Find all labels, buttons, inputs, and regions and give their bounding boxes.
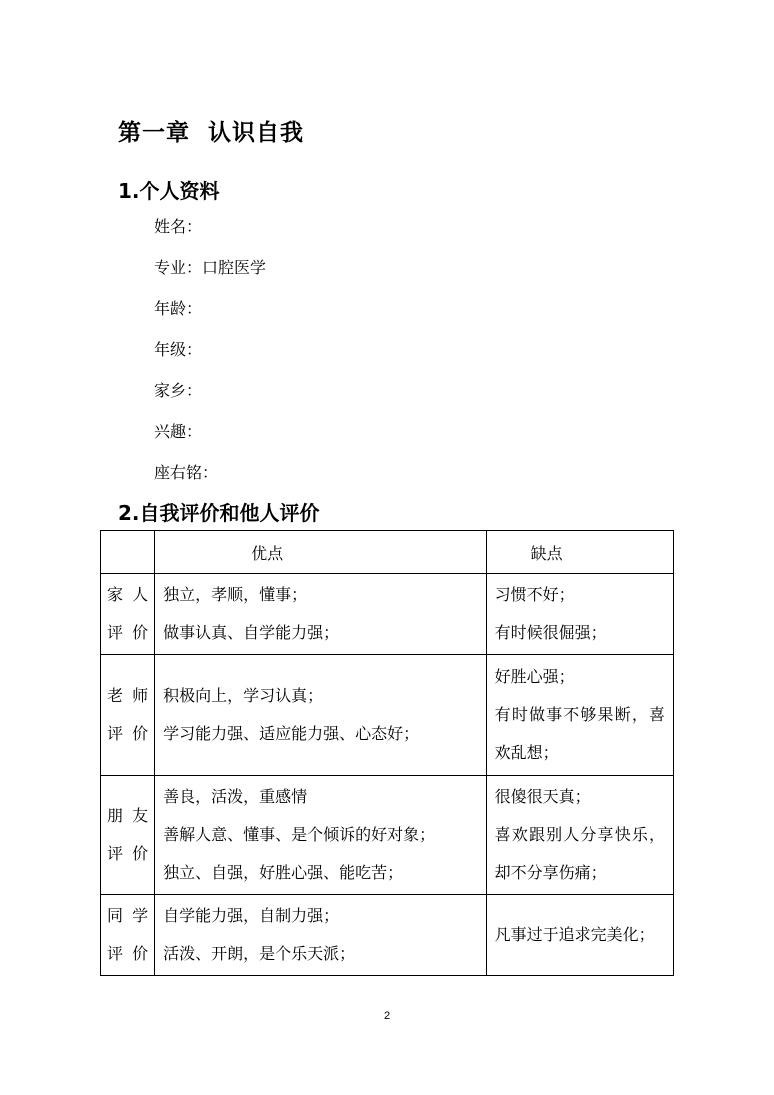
pros-cell <box>155 574 487 655</box>
category-line: 评价 <box>107 724 149 743</box>
pros-line: 活泼、开朗，是个乐天派； <box>163 944 356 963</box>
category-line: 评价 <box>107 623 149 642</box>
category-cell <box>101 655 155 776</box>
profile-field-age <box>154 294 266 335</box>
pros-line: 独立，孝顺，懂事； <box>163 585 308 604</box>
cons-line: 好胜心强； <box>494 667 575 686</box>
pros-line: 做事认真、自学能力强； <box>163 623 340 642</box>
category-cell <box>101 776 155 895</box>
chapter-title: 第一章 认识自我 <box>118 120 305 146</box>
evaluation-table <box>100 530 674 976</box>
profile-field-interests <box>154 417 266 458</box>
category-line: 家人 <box>107 585 149 604</box>
pros-line: 积极向上，学习认真； <box>163 686 324 705</box>
field-label: 兴趣： <box>154 422 203 441</box>
cons-line: 有时候很倔强； <box>494 623 607 642</box>
table-row-teacher <box>101 655 674 776</box>
field-label: 年龄： <box>154 299 203 318</box>
pros-cell <box>155 895 487 976</box>
section-heading-profile: 1.个人资料 <box>118 179 220 203</box>
profile-field-motto <box>154 458 266 499</box>
category-line: 评价 <box>107 844 149 863</box>
cons-line: 却不分享伤痛； <box>494 863 607 882</box>
field-label: 家乡： <box>154 381 203 400</box>
pros-line: 自学能力强，自制力强； <box>163 906 340 925</box>
cons-line: 有时做事不够果断，喜 <box>494 705 665 724</box>
pros-cell <box>155 776 487 895</box>
field-label: 座右铭： <box>154 463 219 482</box>
table-row-family <box>101 574 674 655</box>
profile-field-name <box>154 212 266 253</box>
cons-cell <box>486 574 673 655</box>
table-row-friend <box>101 776 674 895</box>
pros-line: 独立、自强，好胜心强、能吃苦； <box>163 863 404 882</box>
cons-line: 喜欢跟别人分享快乐， <box>494 825 665 844</box>
header-pros-cell: 优点 <box>155 531 487 574</box>
header-cons-cell: 缺点 <box>486 531 673 574</box>
page-number: 2 <box>383 1010 391 1022</box>
pros-cell <box>155 655 487 776</box>
pros-line: 善解人意、懂事、是个倾诉的好对象； <box>163 825 436 844</box>
field-label: 专业： <box>154 258 203 277</box>
cons-line: 凡事过于追求完美化； <box>494 925 655 944</box>
category-cell <box>101 574 155 655</box>
field-value: 口腔医学 <box>202 258 267 277</box>
category-cell <box>101 895 155 976</box>
field-label: 年级： <box>154 340 203 359</box>
profile-field-major <box>154 253 266 294</box>
cons-line: 欢乱想； <box>494 743 559 762</box>
category-line: 评价 <box>107 944 149 963</box>
table-row-classmate <box>101 895 674 976</box>
profile-field-hometown <box>154 376 266 417</box>
cons-line: 习惯不好； <box>494 585 575 604</box>
cons-cell <box>486 655 673 776</box>
category-line: 老师 <box>107 686 149 705</box>
pros-line: 学习能力强、适应能力强、心态好； <box>163 724 420 743</box>
table-header-row <box>101 531 674 574</box>
profile-field-grade <box>154 335 266 376</box>
category-line: 朋友 <box>107 806 149 825</box>
pros-line: 善良，活泼，重感情 <box>163 787 308 806</box>
cons-cell <box>486 895 673 976</box>
cons-line: 很傻很天真； <box>494 787 591 806</box>
category-line: 同学 <box>107 906 149 925</box>
header-category-cell <box>101 531 155 574</box>
cons-cell <box>486 776 673 895</box>
profile-list <box>154 212 266 499</box>
field-label: 姓名： <box>154 217 203 236</box>
section-heading-evaluation: 2.自我评价和他人评价 <box>118 501 320 525</box>
